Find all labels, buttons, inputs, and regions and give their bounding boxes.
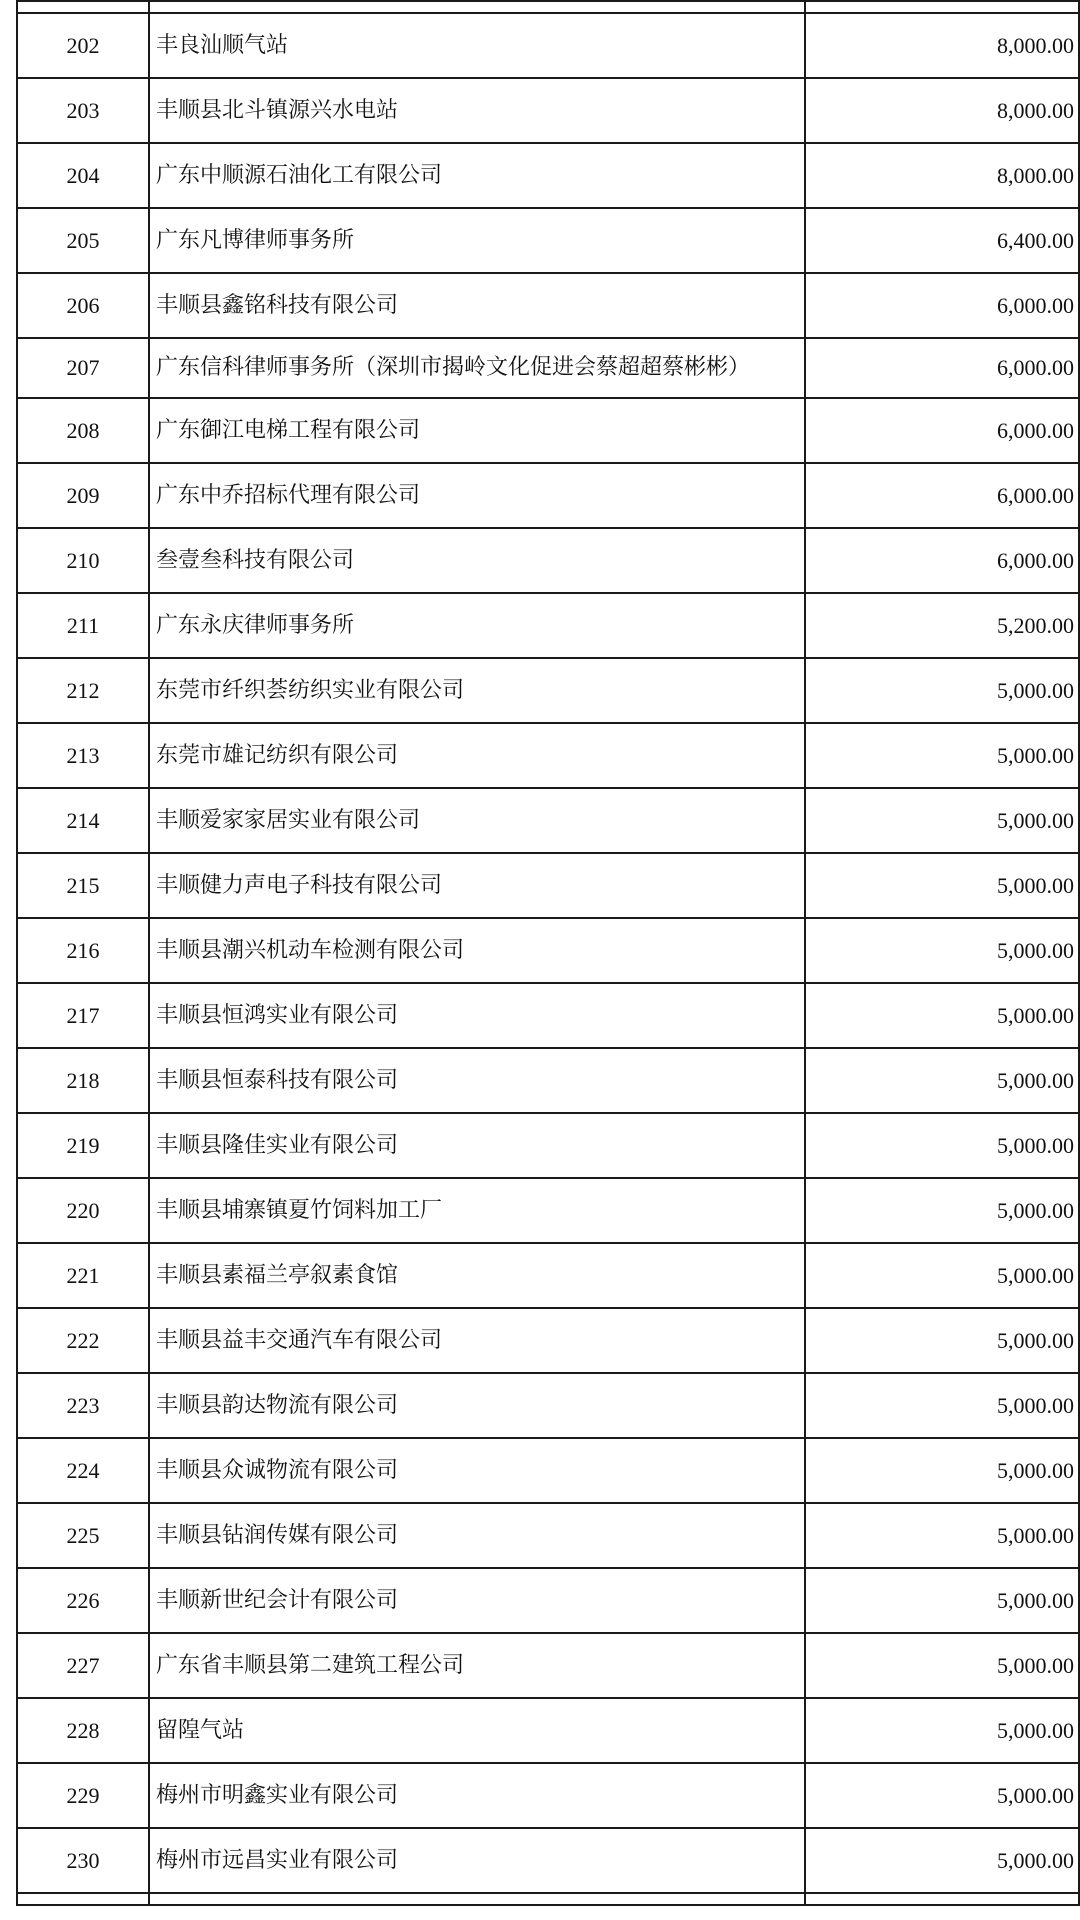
- organization-name: 广东永庆律师事务所: [149, 593, 805, 658]
- table-row: [17, 1048, 1079, 1113]
- donation-amount: 5,000.00: [805, 723, 1079, 788]
- row-number: 219: [17, 1113, 149, 1178]
- donation-amount: 5,000.00: [805, 1698, 1079, 1763]
- table-row: [17, 593, 1079, 658]
- donation-amount: 8,000.00: [805, 143, 1079, 208]
- row-number: 228: [17, 1698, 149, 1763]
- table-row: [17, 398, 1079, 463]
- table-row: [17, 1113, 1079, 1178]
- donation-amount: 6,000.00: [805, 273, 1079, 338]
- organization-name: 丰顺县恒鸿实业有限公司: [149, 983, 805, 1048]
- organization-name: 丰顺爱家家居实业有限公司: [149, 788, 805, 853]
- organization-name: 东莞市雄记纺织有限公司: [149, 723, 805, 788]
- cell-empty: [805, 1, 1079, 13]
- donation-amount: 5,000.00: [805, 1438, 1079, 1503]
- table-row: [17, 1503, 1079, 1568]
- row-number: 230: [17, 1828, 149, 1893]
- donation-amount: 5,000.00: [805, 1633, 1079, 1698]
- organization-name: 丰顺县恒泰科技有限公司: [149, 1048, 805, 1113]
- organization-name: 丰顺新世纪会计有限公司: [149, 1568, 805, 1633]
- row-number: 221: [17, 1243, 149, 1308]
- organization-name: 丰顺县韵达物流有限公司: [149, 1373, 805, 1438]
- row-number: 220: [17, 1178, 149, 1243]
- row-number: 211: [17, 593, 149, 658]
- organization-name: 丰良汕顺气站: [149, 13, 805, 78]
- organization-name: 东莞市纤织荟纺织实业有限公司: [149, 658, 805, 723]
- row-number: 204: [17, 143, 149, 208]
- table-row: [17, 1698, 1079, 1763]
- table-row: [17, 1568, 1079, 1633]
- row-number: 217: [17, 983, 149, 1048]
- donation-amount: 8,000.00: [805, 78, 1079, 143]
- row-number: 215: [17, 853, 149, 918]
- organization-name: 留隍气站: [149, 1698, 805, 1763]
- donation-amount: 5,000.00: [805, 853, 1079, 918]
- organization-name: 丰顺县埔寨镇夏竹饲料加工厂: [149, 1178, 805, 1243]
- organization-name: 丰顺县潮兴机动车检测有限公司: [149, 918, 805, 983]
- row-number: 206: [17, 273, 149, 338]
- table-row: [17, 463, 1079, 528]
- row-number: 203: [17, 78, 149, 143]
- donation-amount: 5,000.00: [805, 983, 1079, 1048]
- table-row: [17, 528, 1079, 593]
- organization-name: 叁壹叁科技有限公司: [149, 528, 805, 593]
- organization-name: 丰顺县鑫铭科技有限公司: [149, 273, 805, 338]
- row-number: 227: [17, 1633, 149, 1698]
- table-row: [17, 1633, 1079, 1698]
- donation-amount: 5,000.00: [805, 658, 1079, 723]
- row-number: 213: [17, 723, 149, 788]
- donation-amount: 5,000.00: [805, 788, 1079, 853]
- organization-name: 广东凡博律师事务所: [149, 208, 805, 273]
- organization-name: 丰顺健力声电子科技有限公司: [149, 853, 805, 918]
- row-number: 202: [17, 13, 149, 78]
- table-row: [17, 1308, 1079, 1373]
- table-row: [17, 1178, 1079, 1243]
- table-row-partial-top: [17, 1, 1079, 13]
- organization-name: 广东省丰顺县第二建筑工程公司: [149, 1633, 805, 1698]
- organization-name: 梅州市远昌实业有限公司: [149, 1828, 805, 1893]
- row-number: 209: [17, 463, 149, 528]
- row-number: 216: [17, 918, 149, 983]
- organization-name: 广东中乔招标代理有限公司: [149, 463, 805, 528]
- donation-amount: 5,000.00: [805, 918, 1079, 983]
- table-row: [17, 723, 1079, 788]
- organization-name: 丰顺县素福兰亭叙素食馆: [149, 1243, 805, 1308]
- table-row-partial-bottom: [17, 1893, 1079, 1905]
- table-row: [17, 143, 1079, 208]
- row-number: 222: [17, 1308, 149, 1373]
- row-number: 226: [17, 1568, 149, 1633]
- row-number: 224: [17, 1438, 149, 1503]
- row-number: 208: [17, 398, 149, 463]
- donation-amount: 8,000.00: [805, 13, 1079, 78]
- table-row: [17, 1373, 1079, 1438]
- organization-name: 广东中顺源石油化工有限公司: [149, 143, 805, 208]
- donation-amount: 5,000.00: [805, 1828, 1079, 1893]
- table-row: [17, 853, 1079, 918]
- donation-amount: 6,000.00: [805, 463, 1079, 528]
- donation-amount: 6,000.00: [805, 398, 1079, 463]
- row-number: 223: [17, 1373, 149, 1438]
- donation-amount: 5,000.00: [805, 1048, 1079, 1113]
- row-number: 225: [17, 1503, 149, 1568]
- cell-empty: [149, 1893, 805, 1905]
- row-number: 212: [17, 658, 149, 723]
- table-row: [17, 1438, 1079, 1503]
- donation-amount: 5,200.00: [805, 593, 1079, 658]
- organization-name: 丰顺县北斗镇源兴水电站: [149, 78, 805, 143]
- table-row: [17, 78, 1079, 143]
- table-row: [17, 13, 1079, 78]
- organization-name: 丰顺县隆佳实业有限公司: [149, 1113, 805, 1178]
- row-number: 214: [17, 788, 149, 853]
- cell-empty: [17, 1893, 149, 1905]
- donation-amount: 5,000.00: [805, 1113, 1079, 1178]
- donation-amount: 6,000.00: [805, 338, 1079, 398]
- row-number: 229: [17, 1763, 149, 1828]
- donation-table: [16, 0, 1080, 1906]
- cell-empty: [17, 1, 149, 13]
- donation-amount: 5,000.00: [805, 1503, 1079, 1568]
- organization-name: 广东信科律师事务所（深圳市揭岭文化促进会蔡超超蔡彬彬）: [149, 338, 805, 398]
- row-number: 210: [17, 528, 149, 593]
- organization-name: 梅州市明鑫实业有限公司: [149, 1763, 805, 1828]
- row-number: 218: [17, 1048, 149, 1113]
- table-row: [17, 788, 1079, 853]
- table-row: [17, 918, 1079, 983]
- donation-amount: 5,000.00: [805, 1308, 1079, 1373]
- table-row: [17, 1828, 1079, 1893]
- table-row: [17, 208, 1079, 273]
- donation-amount: 5,000.00: [805, 1178, 1079, 1243]
- organization-name: 丰顺县钻润传媒有限公司: [149, 1503, 805, 1568]
- table-row: [17, 983, 1079, 1048]
- donation-amount: 6,400.00: [805, 208, 1079, 273]
- table-row: [17, 1763, 1079, 1828]
- organization-name: 广东御江电梯工程有限公司: [149, 398, 805, 463]
- donation-amount: 5,000.00: [805, 1763, 1079, 1828]
- donation-amount: 5,000.00: [805, 1243, 1079, 1308]
- donation-amount: 5,000.00: [805, 1373, 1079, 1438]
- donation-table-container: [16, 0, 1074, 1920]
- row-number: 207: [17, 338, 149, 398]
- table-row: [17, 658, 1079, 723]
- organization-name: 丰顺县众诚物流有限公司: [149, 1438, 805, 1503]
- donation-amount: 6,000.00: [805, 528, 1079, 593]
- donation-amount: 5,000.00: [805, 1568, 1079, 1633]
- cell-empty: [149, 1, 805, 13]
- organization-name: 丰顺县益丰交通汽车有限公司: [149, 1308, 805, 1373]
- table-row: [17, 1243, 1079, 1308]
- table-body: [17, 1, 1079, 1905]
- table-row: [17, 273, 1079, 338]
- table-row: [17, 338, 1079, 398]
- row-number: 205: [17, 208, 149, 273]
- cell-empty: [805, 1893, 1079, 1905]
